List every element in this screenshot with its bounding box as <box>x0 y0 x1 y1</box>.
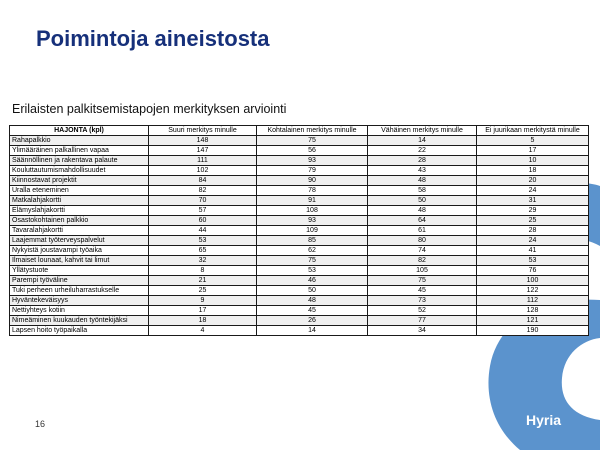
table-row <box>10 186 589 196</box>
table-cell: 121 <box>477 316 589 326</box>
table-cell: 28 <box>477 226 589 236</box>
table-cell: 5 <box>477 136 589 146</box>
table-cell: 29 <box>477 206 589 216</box>
table-cell: 9 <box>149 296 257 306</box>
row-label: Tuki perheen urheiluharrastukselle <box>10 286 149 296</box>
table-title: Erilaisten palkitsemistapojen merkityksen arviointi <box>12 102 287 116</box>
table-row <box>10 136 589 146</box>
table-cell: 76 <box>477 266 589 276</box>
table-cell: 18 <box>149 316 257 326</box>
table-cell: 53 <box>477 256 589 266</box>
table-cell: 102 <box>149 166 257 176</box>
table-cell: 147 <box>149 146 257 156</box>
table-cell: 75 <box>368 276 477 286</box>
table-cell: 48 <box>368 206 477 216</box>
data-table <box>9 125 589 336</box>
table-row <box>10 256 589 266</box>
table-cell: 62 <box>257 246 368 256</box>
table-cell: 44 <box>149 226 257 236</box>
table-row <box>10 296 589 306</box>
table-cell: 112 <box>477 296 589 306</box>
row-label: Kouluttautumismahdollisuudet <box>10 166 149 176</box>
table-cell: 148 <box>149 136 257 146</box>
row-label: Uralla eteneminen <box>10 186 149 196</box>
table-cell: 10 <box>477 156 589 166</box>
table-cell: 111 <box>149 156 257 166</box>
hyria-logo: Hyria <box>526 412 562 428</box>
table-cell: 58 <box>368 186 477 196</box>
table-cell: 32 <box>149 256 257 266</box>
table-cell: 46 <box>257 276 368 286</box>
table-cell: 122 <box>477 286 589 296</box>
row-label: Hyväntekeväisyys <box>10 296 149 306</box>
table-cell: 75 <box>257 136 368 146</box>
row-label: Elämyslahjakortti <box>10 206 149 216</box>
table-cell: 61 <box>368 226 477 236</box>
table-cell: 52 <box>368 306 477 316</box>
row-label: Lapsen hoito työpaikalla <box>10 326 149 336</box>
table-cell: 190 <box>477 326 589 336</box>
table-cell: 48 <box>368 176 477 186</box>
row-label: Yllätystuote <box>10 266 149 276</box>
table-cell: 25 <box>477 216 589 226</box>
column-header: Vähäinen merkitys minulle <box>368 126 477 136</box>
table-row <box>10 156 589 166</box>
row-label: Nykyistä joustavampi työaika <box>10 246 149 256</box>
row-label: Laajemmat työterveyspalvelut <box>10 236 149 246</box>
table-row <box>10 276 589 286</box>
table-cell: 79 <box>257 166 368 176</box>
table-cell: 91 <box>257 196 368 206</box>
table-cell: 70 <box>149 196 257 206</box>
table-cell: 17 <box>149 306 257 316</box>
column-header: Kohtalainen merkitys minulle <box>257 126 368 136</box>
table-row <box>10 166 589 176</box>
table-cell: 77 <box>368 316 477 326</box>
table-cell: 28 <box>368 156 477 166</box>
row-label: Tavaralahjakortti <box>10 226 149 236</box>
table-cell: 108 <box>257 206 368 216</box>
table-cell: 14 <box>257 326 368 336</box>
table-header-row <box>10 126 589 136</box>
table-cell: 78 <box>257 186 368 196</box>
table-cell: 105 <box>368 266 477 276</box>
page-title: Poimintoja aineistosta <box>36 26 270 51</box>
data-table-container <box>9 125 588 336</box>
row-label: Nettiyhteys kotiin <box>10 306 149 316</box>
row-label: Nimeäminen kuukauden työntekijäksi <box>10 316 149 326</box>
table-cell: 56 <box>257 146 368 156</box>
table-cell: 93 <box>257 156 368 166</box>
table-row <box>10 176 589 186</box>
table-cell: 34 <box>368 326 477 336</box>
table-row <box>10 316 589 326</box>
table-cell: 25 <box>149 286 257 296</box>
table-cell: 64 <box>368 216 477 226</box>
table-cell: 53 <box>257 266 368 276</box>
table-row <box>10 226 589 236</box>
table-cell: 4 <box>149 326 257 336</box>
table-cell: 93 <box>257 216 368 226</box>
table-cell: 50 <box>368 196 477 206</box>
table-row <box>10 266 589 276</box>
table-cell: 21 <box>149 276 257 286</box>
table-cell: 75 <box>257 256 368 266</box>
column-header: Suuri merkitys minulle <box>149 126 257 136</box>
page-number: 16 <box>35 419 46 429</box>
table-cell: 57 <box>149 206 257 216</box>
table-cell: 22 <box>368 146 477 156</box>
table-cell: 100 <box>477 276 589 286</box>
column-header: Ei juurikaan merkitystä minulle <box>477 126 589 136</box>
table-cell: 48 <box>257 296 368 306</box>
table-cell: 14 <box>368 136 477 146</box>
table-cell: 18 <box>477 166 589 176</box>
table-cell: 45 <box>257 306 368 316</box>
table-cell: 50 <box>257 286 368 296</box>
table-row <box>10 246 589 256</box>
row-label: Rahapalkkio <box>10 136 149 146</box>
table-row <box>10 326 589 336</box>
table-cell: 8 <box>149 266 257 276</box>
table-cell: 74 <box>368 246 477 256</box>
table-cell: 84 <box>149 176 257 186</box>
table-row <box>10 216 589 226</box>
row-label: Ylimääräinen palkallinen vapaa <box>10 146 149 156</box>
table-row <box>10 306 589 316</box>
table-cell: 80 <box>368 236 477 246</box>
table-cell: 24 <box>477 236 589 246</box>
table-cell: 82 <box>368 256 477 266</box>
table-row <box>10 196 589 206</box>
table-cell: 60 <box>149 216 257 226</box>
table-cell: 17 <box>477 146 589 156</box>
row-label: Parempi työväline <box>10 276 149 286</box>
table-cell: 43 <box>368 166 477 176</box>
table-row <box>10 146 589 156</box>
table-cell: 65 <box>149 246 257 256</box>
table-cell: 26 <box>257 316 368 326</box>
table-cell: 128 <box>477 306 589 316</box>
table-cell: 41 <box>477 246 589 256</box>
table-row <box>10 236 589 246</box>
table-cell: 73 <box>368 296 477 306</box>
table-cell: 53 <box>149 236 257 246</box>
table-row <box>10 286 589 296</box>
row-label: Osastokohtainen palkkio <box>10 216 149 226</box>
row-label: Ilmaiset lounaat, kahvit tai limut <box>10 256 149 266</box>
table-cell: 90 <box>257 176 368 186</box>
row-label: Matkalahjakortti <box>10 196 149 206</box>
table-cell: 24 <box>477 186 589 196</box>
table-cell: 82 <box>149 186 257 196</box>
column-header: HAJONTA (kpl) <box>10 126 149 136</box>
table-cell: 31 <box>477 196 589 206</box>
table-cell: 85 <box>257 236 368 246</box>
table-cell: 109 <box>257 226 368 236</box>
table-row <box>10 206 589 216</box>
row-label: Kiinnostavat projektit <box>10 176 149 186</box>
table-cell: 20 <box>477 176 589 186</box>
table-cell: 45 <box>368 286 477 296</box>
row-label: Säännöllinen ja rakentava palaute <box>10 156 149 166</box>
